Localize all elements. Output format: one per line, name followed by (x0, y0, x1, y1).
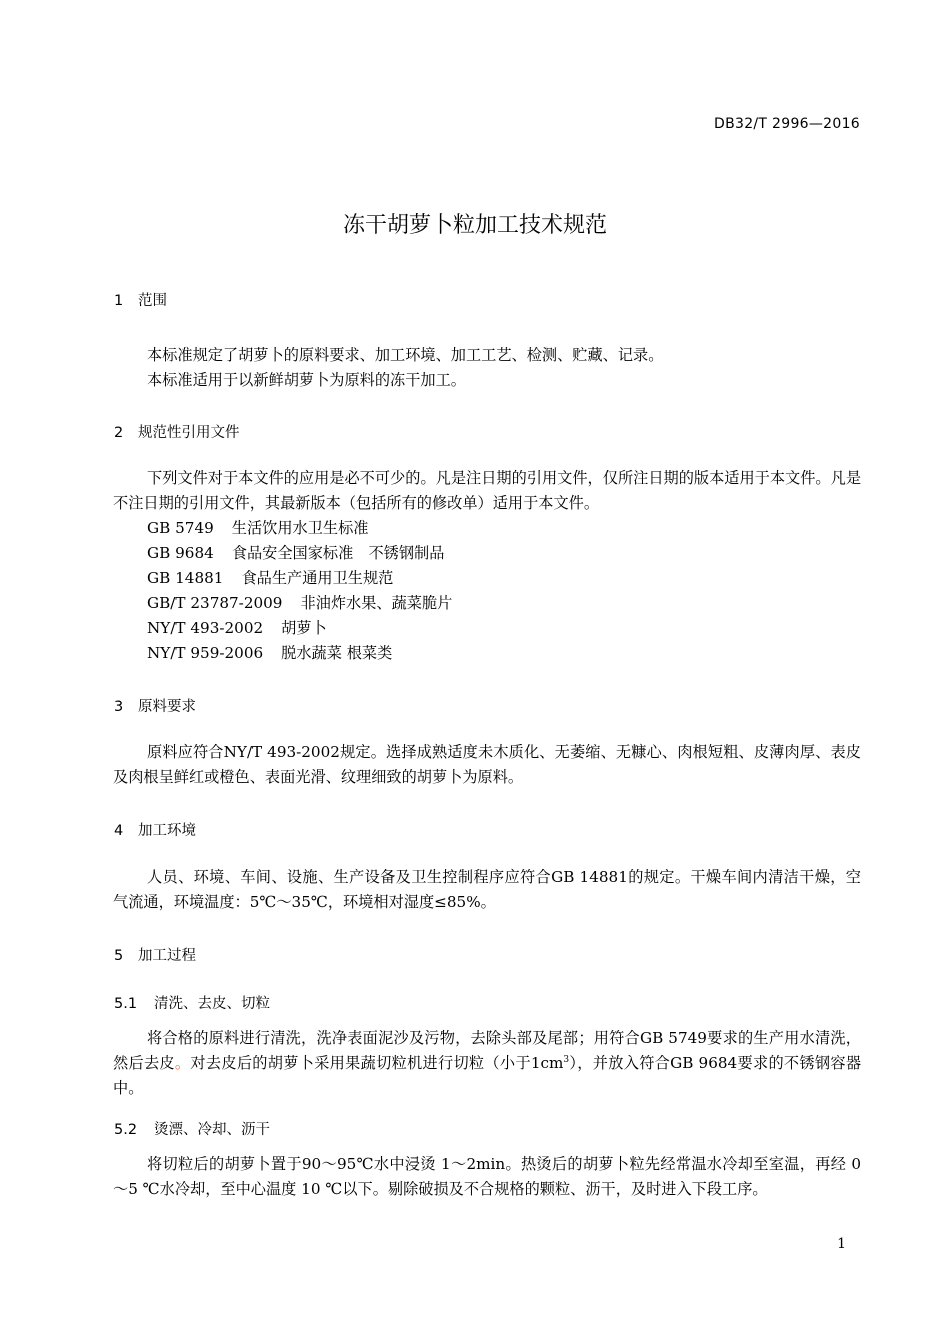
cleaning-text-part-2: 对去皮后的胡萝卜采用果蔬切粒机进行切粒（小于1cm (190, 1054, 564, 1072)
reference-name: 非油炸水果、蔬菜脆片 (300, 594, 453, 612)
document-title: 冻干胡萝卜粒加工技术规范 (342, 213, 607, 238)
section-5-heading (114, 944, 196, 965)
highlight-mark: 。 (174, 1054, 191, 1072)
subsection-5-2-heading (114, 1118, 270, 1139)
reference-name: 生活饮用水卫生标准 (231, 519, 369, 537)
reference-code: NY/T 493-2002 (147, 619, 264, 637)
references-intro: 下列文件对于本文件的应用是必不可少的。凡是注日期的引用文件，仅所注日期的版本适用于本文件。凡是不注日期的引用文件，其最新版本（包括所有的修改单）适用于本文件。 (113, 469, 861, 512)
reference-item (147, 541, 444, 566)
subsection-title: 清洗、去皮、切粒 (154, 996, 270, 1012)
cleaning-text (113, 1026, 861, 1101)
reference-item (147, 566, 393, 591)
reference-item (147, 516, 368, 541)
subsection-number: 5.1 (114, 996, 138, 1012)
section-3-heading (114, 695, 196, 716)
section-title: 范围 (138, 293, 167, 309)
reference-name: 胡萝卜 (281, 619, 327, 637)
reference-item (147, 591, 452, 616)
section-number: 2 (114, 425, 124, 441)
reference-item (147, 641, 392, 666)
reference-name: 食品安全国家标准 不锈钢制品 (231, 544, 445, 562)
section-4-heading (114, 819, 196, 840)
section-number: 3 (114, 699, 124, 715)
section-number: 5 (114, 948, 124, 964)
reference-name: 脱水蔬菜 根菜类 (281, 644, 393, 662)
section-1-heading (114, 289, 167, 310)
cleaning-text-part-1: 将合格的原料进行清洗，洗净表面泥沙及污物，去除头部及尾部；用符合GB 5749要求的生产用水清洗，然后去皮 (113, 1029, 861, 1072)
raw-material-text: 原料应符合NY/T 493-2002规定。选择成熟适度未木质化、无萎缩、无糠心、肉根短粗、皮薄肉厚、表皮及肉根呈鲜红或橙色、表面光滑、纹理细致的胡萝卜为原料。 (113, 743, 861, 786)
reference-code: GB 14881 (147, 569, 224, 587)
cleaning-text-part-3: ），并放入符合GB 9684要求的不锈钢容器中。 (113, 1054, 862, 1097)
scope-line-2: 本标准适用于以新鲜胡萝卜为原料的冻干加工。 (147, 371, 466, 389)
section-number: 1 (114, 293, 124, 309)
section-2-heading (114, 421, 240, 442)
section-title: 加工过程 (138, 948, 196, 964)
section-number: 4 (114, 823, 124, 839)
section-title: 规范性引用文件 (138, 425, 240, 441)
scope-line-1: 本标准规定了胡萝卜的原料要求、加工环境、加工工艺、检测、贮藏、记录。 (147, 346, 664, 364)
superscript-3: 3 (563, 1054, 570, 1065)
section-title: 加工环境 (138, 823, 196, 839)
reference-code: GB 5749 (147, 519, 214, 537)
page-number: 1 (837, 1236, 846, 1252)
reference-code: GB/T 23787-2009 (147, 594, 283, 612)
reference-code: NY/T 959-2006 (147, 644, 264, 662)
reference-name: 食品生产通用卫生规范 (241, 569, 394, 587)
subsection-5-1-heading (114, 992, 270, 1013)
section-title: 原料要求 (138, 699, 196, 715)
standard-code: DB32/T 2996—2016 (714, 116, 860, 132)
subsection-number: 5.2 (114, 1122, 138, 1138)
blanching-text: 将切粒后的胡萝卜置于90～95℃水中浸烫 1～2min。热烫后的胡萝卜粒先经常温水冷却至室温，再经 0～5 ℃水冷却，至中心温度 10 ℃以下。剔除破损及不合规格的颗粒、沥干，及时进入下段工序。 (113, 1155, 861, 1198)
environment-text: 人员、环境、车间、设施、生产设备及卫生控制程序应符合GB 14881的规定。干燥车间内清洁干燥，空气流通，环境温度：5℃～35℃，环境相对湿度≤85%。 (113, 868, 861, 911)
reference-code: GB 9684 (147, 544, 214, 562)
reference-item (147, 616, 327, 641)
subsection-title: 烫漂、冷却、沥干 (154, 1122, 270, 1138)
